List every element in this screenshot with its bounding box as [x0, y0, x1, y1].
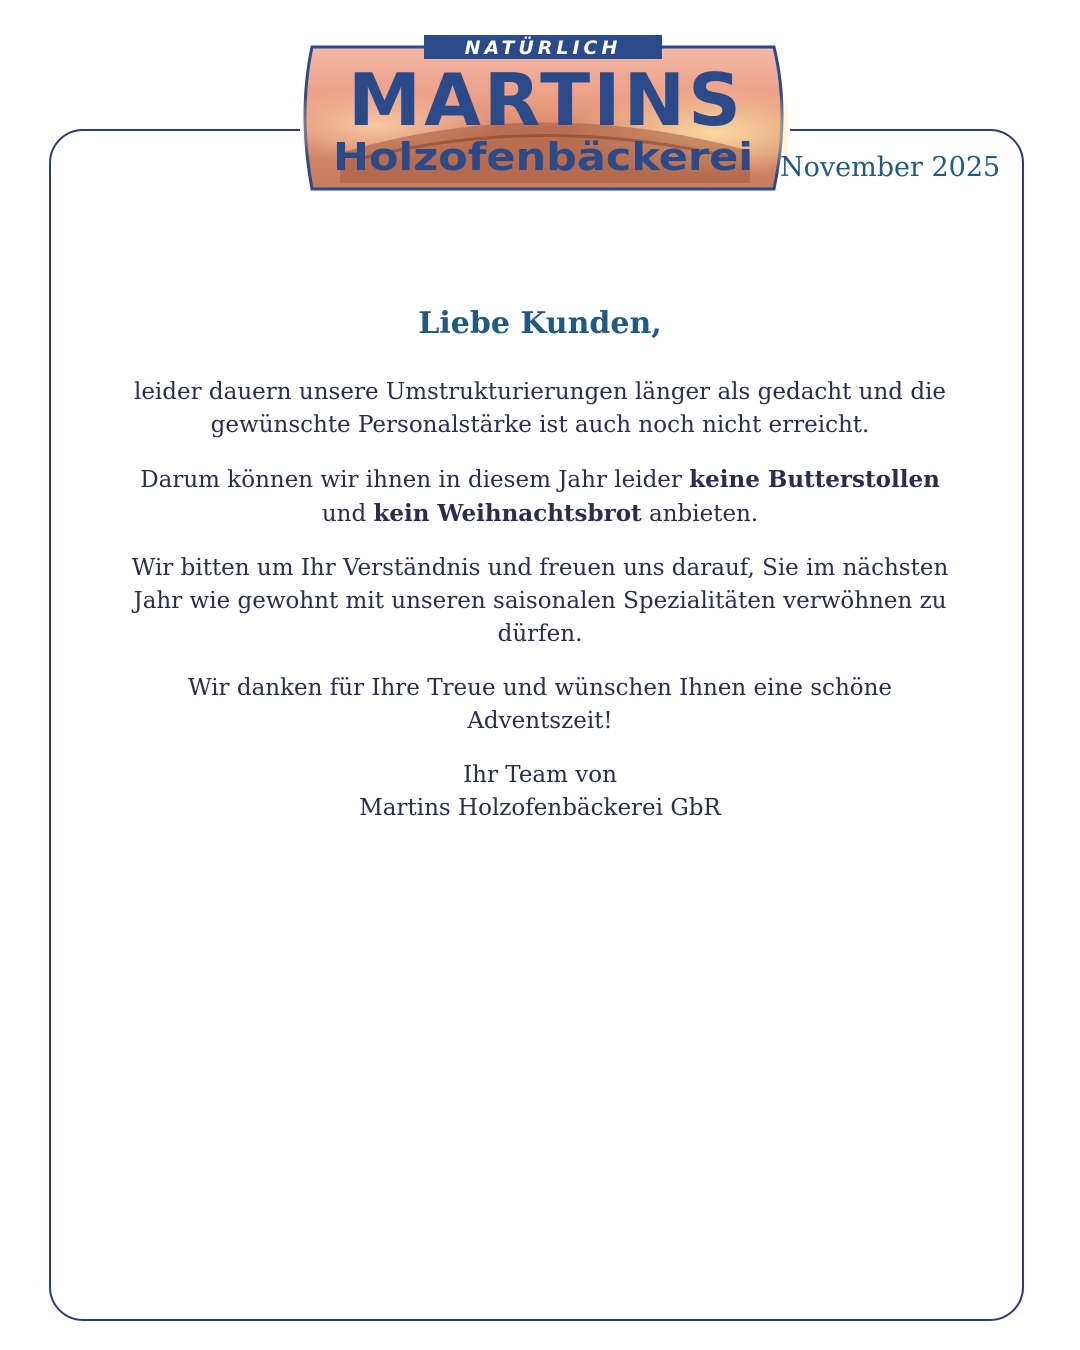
paragraph-line: Wir danken für Ihre Treue und wünschen Ihnen eine schöne — [187, 675, 893, 701]
paragraph-understanding — [70, 552, 1010, 651]
paragraph-line: gewünschte Personalstärke ist auch noch nicht erreicht. — [210, 412, 870, 438]
paragraph-line: Adventszeit! — [467, 708, 613, 734]
paragraph-line — [70, 463, 1010, 497]
paragraph-text: und — [321, 501, 374, 527]
letter-body — [70, 300, 1010, 846]
company-logo — [300, 33, 790, 193]
logo-brand: MARTINS — [348, 58, 744, 142]
letter-signature — [70, 759, 1010, 825]
logo-tagline: NATÜRLICH — [464, 37, 622, 59]
paragraph-line: Jahr wie gewohnt mit unseren saisonalen Spezialitäten verwöhnen zu — [133, 588, 947, 614]
paragraph-restructuring — [70, 376, 1010, 442]
paragraph-line: leider dauern unsere Umstrukturierungen länger als gedacht und die — [133, 379, 947, 405]
paragraph-thanks — [70, 672, 1010, 738]
highlight-weihnachtsbrot: kein Weihnachtsbrot — [373, 500, 642, 527]
letter-greeting: Liebe Kunden, — [418, 306, 662, 341]
paragraph-text: Darum können wir ihnen in diesem Jahr leider — [140, 467, 690, 493]
signature-line: Ihr Team von — [463, 762, 617, 788]
letter-date: November 2025 — [780, 152, 1001, 183]
paragraph-line — [70, 497, 1010, 531]
paragraph-text: anbieten. — [641, 501, 759, 527]
paragraph-line: dürfen. — [497, 621, 583, 647]
highlight-butterstollen: keine Butterstollen — [689, 466, 940, 493]
logo-subtitle: Holzofenbäckerei — [333, 135, 753, 179]
paragraph-no-stollen — [70, 463, 1010, 531]
paragraph-line: Wir bitten um Ihr Verständnis und freuen uns darauf, Sie im nächsten — [131, 555, 949, 581]
signature-company: Martins Holzofenbäckerei GbR — [359, 795, 721, 821]
